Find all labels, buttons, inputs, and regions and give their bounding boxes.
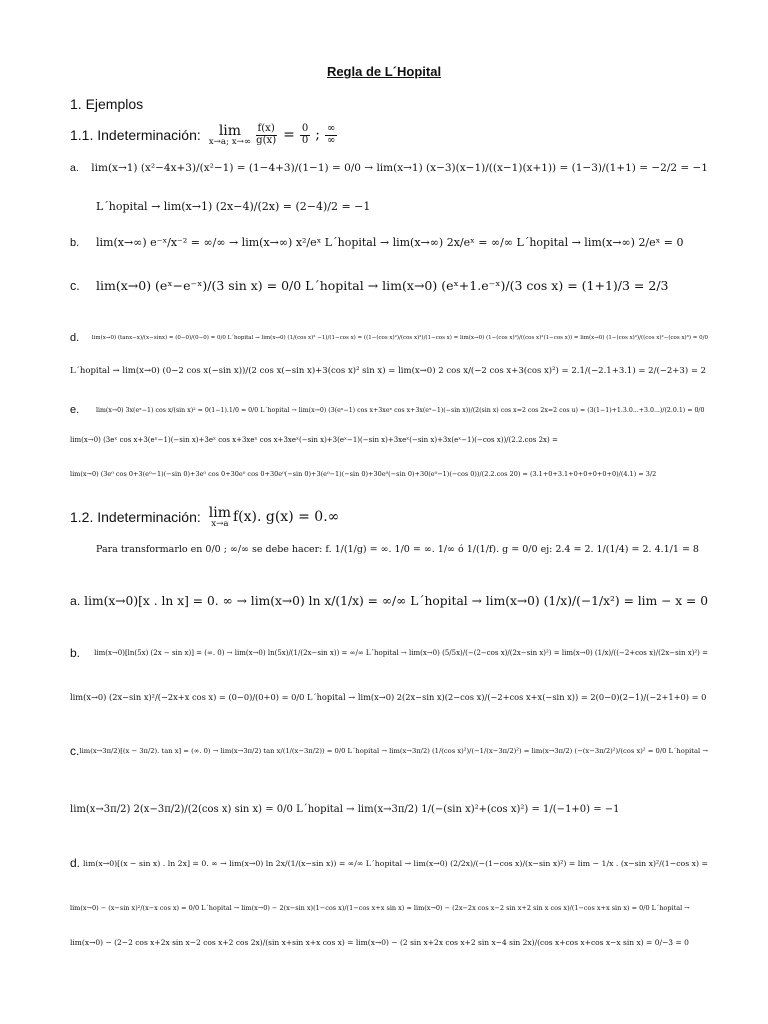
example-label: b. xyxy=(70,646,81,660)
subsection-label: 1.2. Indeterminación: xyxy=(70,509,201,525)
math-expression: lim(x→0)[x . ln x] = 0. ∞ → lim(x→0) ln x/(1/x) = ∞/∞ L´hopital → lim(x→0) (1/x)/(−1/x²) = lim − x = 0 xyxy=(84,594,708,608)
math-expression: L´hopital → lim(x→1) (2x−4)/(2x) = (2−4)/2 = −1 xyxy=(96,200,371,213)
math-expression: lim(x→1) (x²−4x+3)/(x²−1) = (1−4+3)/(1−1) = 0/0 → lim(x→1) (x−3)(x−1)/((x−1)(x+1)) = (1−3)/(1+1) = −2/2 = −1 xyxy=(91,162,708,174)
subsection-heading-1-1 xyxy=(70,120,708,150)
example2-c-line-2 xyxy=(70,804,708,815)
example-label: b. xyxy=(70,236,80,249)
math-expression: f(x). g(x) = 0.∞ xyxy=(232,509,340,525)
example-c xyxy=(70,278,708,293)
example-a-line-1 xyxy=(70,162,708,174)
math-expression: lim(x→0) − (x−sin x)²/(x−x cos x) = 0/0 L´hopital → lim(x→0) − 2(x−sin x)(1−cos x)/(1−cos x+x sin x) = lim(x→0) − (2x−2x cos x−2 sin x+2 sin x cos x)/(1−cos x+x sin x) = 0/0 L´hopital → xyxy=(70,904,690,912)
example-label: a. xyxy=(70,594,81,608)
numerator: f(x) xyxy=(257,122,275,134)
example-label: e. xyxy=(70,404,80,416)
limit-subscript: x→a; x→∞ xyxy=(208,136,252,147)
example2-d-line-3 xyxy=(70,938,708,947)
denominator: ∞ xyxy=(327,134,336,146)
example2-d-line-1 xyxy=(70,856,708,870)
limit-word: lim xyxy=(218,122,242,139)
transform-note xyxy=(70,544,708,555)
example2-c-line-1 xyxy=(70,744,708,758)
example-d-line-1 xyxy=(70,332,708,344)
limit-operator xyxy=(209,124,251,147)
math-expression: lim(x→0) − (2−2 cos x+2x sin x−2 cos x+2 cos 2x)/(sin x+sin x+x cos x) = lim(x→0) − (2 sin x+2x cos x+2 sin x−4 sin 2x)/(cos x+cos x+cos x−x sin x) = 0/−3 = 0 xyxy=(70,938,689,947)
fraction-inf-over-inf xyxy=(325,124,337,146)
math-expression: lim(x→0) (2x−sin x)²/(−2x+x cos x) = (0−0)/(0+0) = 0/0 L´hopital → lim(x→0) 2(2x−sin x)(2−cos x)/(−2+cos x+x(−sin x)) = 2(0−0)(2−1)/(−2+1+0) = 0 xyxy=(70,692,707,702)
math-expression: lim(x→3π/2) 2(x−3π/2)/(2(cos x) sin x) = 0/0 L´hopital → lim(x→3π/2) 1/(−(sin x)²+(cos x)²) = 1/(−1+0) = −1 xyxy=(70,804,620,815)
example-label: a. xyxy=(70,162,79,174)
example2-a xyxy=(70,594,708,608)
equals-sign: = xyxy=(283,127,295,143)
subsection-label: 1.1. Indeterminación: xyxy=(70,127,201,143)
math-expression: lim(x→3π/2)[(x − 3π/2). tan x] = (∞. 0) → lim(x→3π/2) tan x/(1/(x−3π/2)) = 0/0 L´hopital → lim(x→3π/2) (1/(cos x)²)/(−1/(x−3π/2)²) = lim(x→3π/2) (−(x−3π/2)²)/(cos x)² = 0/0 L´hopital → xyxy=(79,747,708,755)
math-expression: lim(x→∞) e⁻ˣ/x⁻² = ∞/∞ → lim(x→∞) x²/eˣ L´hopital → lim(x→∞) 2x/eˣ = ∞/∞ L´hopital → lim(x→∞) 2/eˣ = 0 xyxy=(96,236,684,249)
example2-b-line-1 xyxy=(70,646,708,660)
example-e-line-3 xyxy=(70,470,708,478)
example-b xyxy=(70,236,708,249)
math-expression: lim(x→0) (3e⁰ cos 0+3(e⁰−1)(−sin 0)+3e⁰ cos 0+30e⁰ cos 0+30e⁰(−sin 0)+3(e⁰−1)(−sin 0)+30e⁰(−sin 0)+30(e⁰−1)(−cos 0))/(2.2.cos 20) = (3.1+0+3.1+0+0+0+0+0)/(4.1) = 3/2 xyxy=(70,470,657,478)
example-a-line-2 xyxy=(70,200,708,213)
math-expression: lim(x→0) (3eˣ cos x+3(eˣ−1)(−sin x)+3eˣ cos x+3xeˣ cos x+3xeˣ(−sin x)+3(eˣ−1)(−sin x)+3xeˣ(−sin x)+3x(eˣ−1)(−cos x))/(2.2.cos 2x) = xyxy=(70,436,558,444)
example-label: d. xyxy=(70,332,80,344)
numerator: ∞ xyxy=(327,122,336,134)
example2-b-line-2 xyxy=(70,692,708,702)
fraction-zero-over-zero xyxy=(300,124,310,146)
example-e-line-1 xyxy=(70,404,708,416)
example-label: c. xyxy=(70,278,80,293)
example2-d-line-2 xyxy=(70,904,708,912)
example-label: d. xyxy=(70,856,81,870)
limit-word: lim xyxy=(208,504,231,521)
math-expression: Para transformarlo en 0/0 ; ∞/∞ se debe hacer: f. 1/(1/g) = ∞. 1/0 = ∞. 1/∞ ó 1/(1/f). g = 0/0 ej: 2.4 = 2. 1/(1/4) = 2. 4.1/1 = 8 xyxy=(96,544,699,555)
denominator: g(x) xyxy=(256,134,277,146)
limit-subscript: x→a xyxy=(211,518,229,529)
math-expression: lim(x→0) 3x(eˣ−1) cos x/(sin x)² = 0(1−1).1/0 = 0/0 L´hopital → lim(x→0) (3(eˣ−1) cos x+3xeˣ cos x+3x(eˣ−1)(−sin x))/(2(sin x) cos x=2 cos 2x=2 cos u) = (3(1−1)+1.3.0...+3.0...)/(2.0.1) = 0/0 xyxy=(96,406,705,414)
example-label: c. xyxy=(70,744,80,758)
separator: ; xyxy=(315,127,321,143)
math-expression: lim(x→0) (eˣ−e⁻ˣ)/(3 sin x) = 0/0 L´hopital → lim(x→0) (eˣ+1.e⁻ˣ)/(3 cos x) = (1+1)/3 = 2/3 xyxy=(96,278,669,293)
document-title: Regla de L´Hopital xyxy=(326,64,442,79)
math-expression: lim(x→0) (tanx−x)/(x−sinx) = (0−0)/(0−0) = 0/0 L´hopital → lim(x→0) (1/(cos x)² −1)/(1−cos x) = ((1−(cos x)²)/(cos x)²)/(1−cos x) = lim(x→0) (1−(cos x)²)/((cos x)²(1−cos x)) = lim(x→0) (1−(cos x)²)/((cos x)²−(cos x)³) = 0/0 xyxy=(91,335,708,341)
section-heading-ejemplos: 1. Ejemplos xyxy=(70,96,144,112)
limit-operator xyxy=(209,506,231,529)
subsection-heading-1-2 xyxy=(70,504,708,530)
math-expression: L´hopital → lim(x→0) (0−2 cos x(−sin x))/(2 cos x(−sin x)+3(cos x)² sin x) = lim(x→0) 2 cos x/(−2 cos x+3(cos x)²) = 2.1/(−2.1+3.1) = 2/(−2+3) = 2 xyxy=(70,366,707,376)
math-expression: lim(x→0)[ln(5x) (2x − sin x)] = (∞. 0) → lim(x→0) ln(5x)/(1/(2x−sin x)) = ∞/∞ L´hopital → lim(x→0) (5/5x)/(−(2−cos x)/(2x−sin x)²) = lim(x→0) (1/x)/((−2+cos x)/(2x−sin x)²) = xyxy=(94,649,708,657)
example-e-line-2 xyxy=(70,436,708,444)
denominator: 0 xyxy=(301,134,309,146)
math-expression: lim(x→0)[(x − sin x) . ln 2x] = 0. ∞ → lim(x→0) ln 2x/(1/(x−sin x)) = ∞/∞ L´hopital → lim(x→0) (2/2x)/(−(1−cos x)/(x−sin x)²) = lim − 1/x . (x−sin x)²/(1−cos x) = xyxy=(83,858,708,868)
example-d-line-2 xyxy=(70,366,708,376)
fraction-f-over-g xyxy=(254,124,278,146)
numerator: 0 xyxy=(301,122,309,134)
